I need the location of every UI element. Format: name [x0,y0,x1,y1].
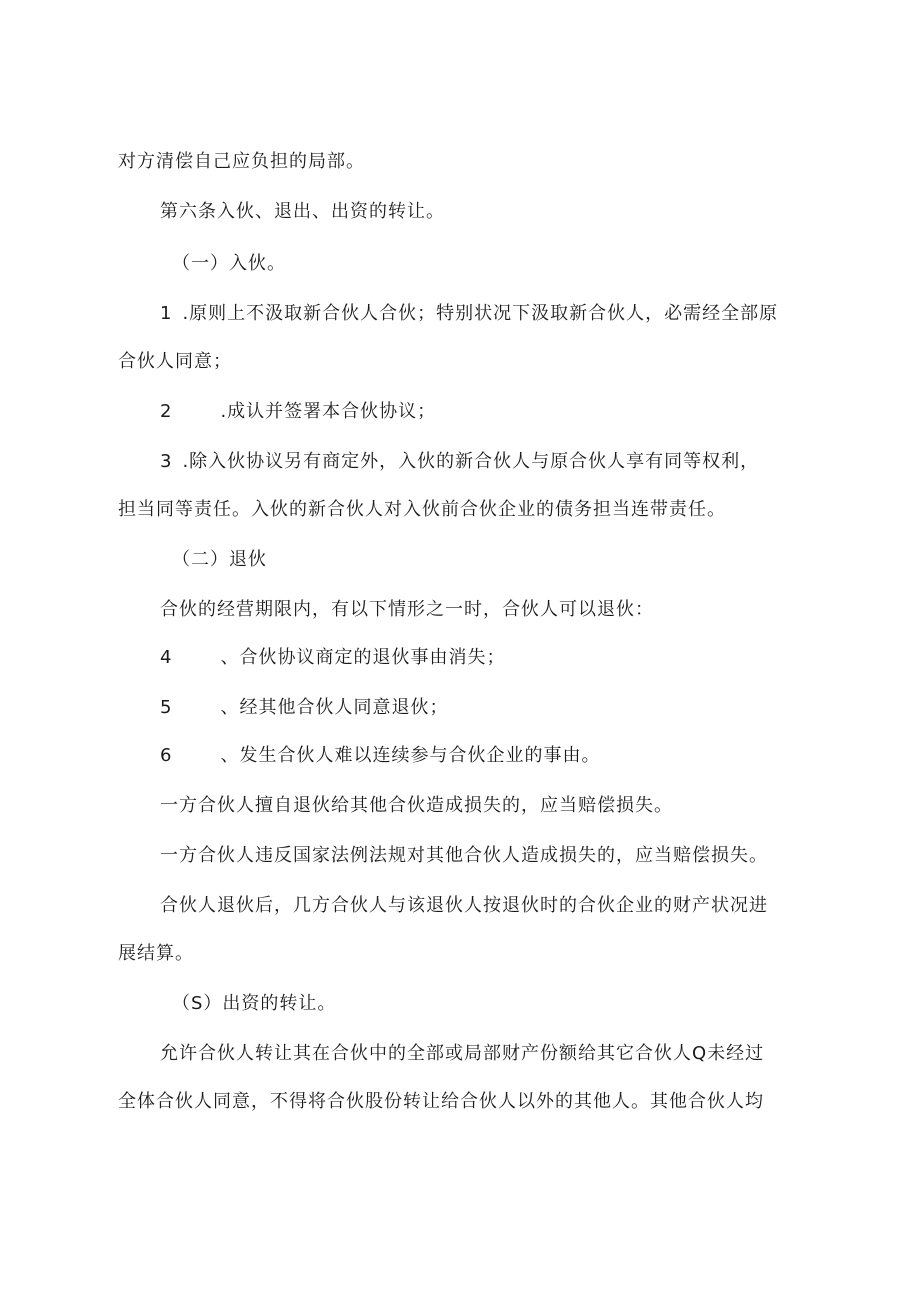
list-item-3 [160,450,759,474]
article-heading: 第六条入伙、退出、出资的转让。 [160,201,445,222]
list-number: 1 [160,303,173,324]
list-item-6 [160,744,600,768]
list-text: 、发生合伙人难以连续参与合伙企业的事由。 [220,745,601,766]
text-line: 一方合伙人违反国家法例法规对其他合伙人造成损失的，应当赔偿损失。 [160,845,768,866]
text-line: 合伙的经营期限内，有以下情形之一时，合伙人可以退伙： [160,599,654,620]
text-line: 允许合伙人转让其在合伙中的全部或局部财产份额给其它合伙人Q未经过 [160,1043,765,1064]
list-number: 4 [160,647,173,668]
text-line: 对方清偿自己应负担的局部。 [118,151,365,172]
list-item-1 [160,302,778,326]
list-text: 、经其他合伙人同意退伙； [220,697,449,718]
list-text: .除入伙协议另有商定外，入伙的新合伙人与原合伙人享有同等权利， [182,451,760,472]
text-line: 展结算。 [118,943,194,964]
list-item-5 [160,696,448,720]
text-line: 合伙人同意； [118,351,232,372]
list-number: 6 [160,745,173,766]
list-item-2 [160,400,436,424]
section-heading-withdraw: （二）退伙 [172,549,267,570]
list-number: 5 [160,697,173,718]
text-line: 全体合伙人同意，不得将合伙股份转让给合伙人以外的其他人。其他合伙人均 [118,1091,764,1112]
list-text: 、合伙协议商定的退伙事由消失； [220,647,506,668]
list-text: .原则上不汲取新合伙人合伙；特别状况下汲取新合伙人，必需经全部原 [182,303,779,324]
text-line: 合伙人退伙后，几方合伙人与该退伙人按退伙时的合伙企业的财产状况进 [160,895,768,916]
list-text: .成认并签署本合伙协议； [220,401,437,422]
list-item-4 [160,646,505,670]
section-heading-join: （一）入伙。 [172,253,286,274]
text-line: 担当同等责任。入伙的新合伙人对入伙前合伙企业的债务担当连带责任。 [118,499,726,520]
text-line: 一方合伙人擅自退伙给其他合伙造成损失的，应当赔偿损失。 [160,795,673,816]
section-heading-transfer: （S）出资的转让。 [172,993,337,1014]
list-number: 3 [160,451,173,472]
list-number: 2 [160,401,173,422]
